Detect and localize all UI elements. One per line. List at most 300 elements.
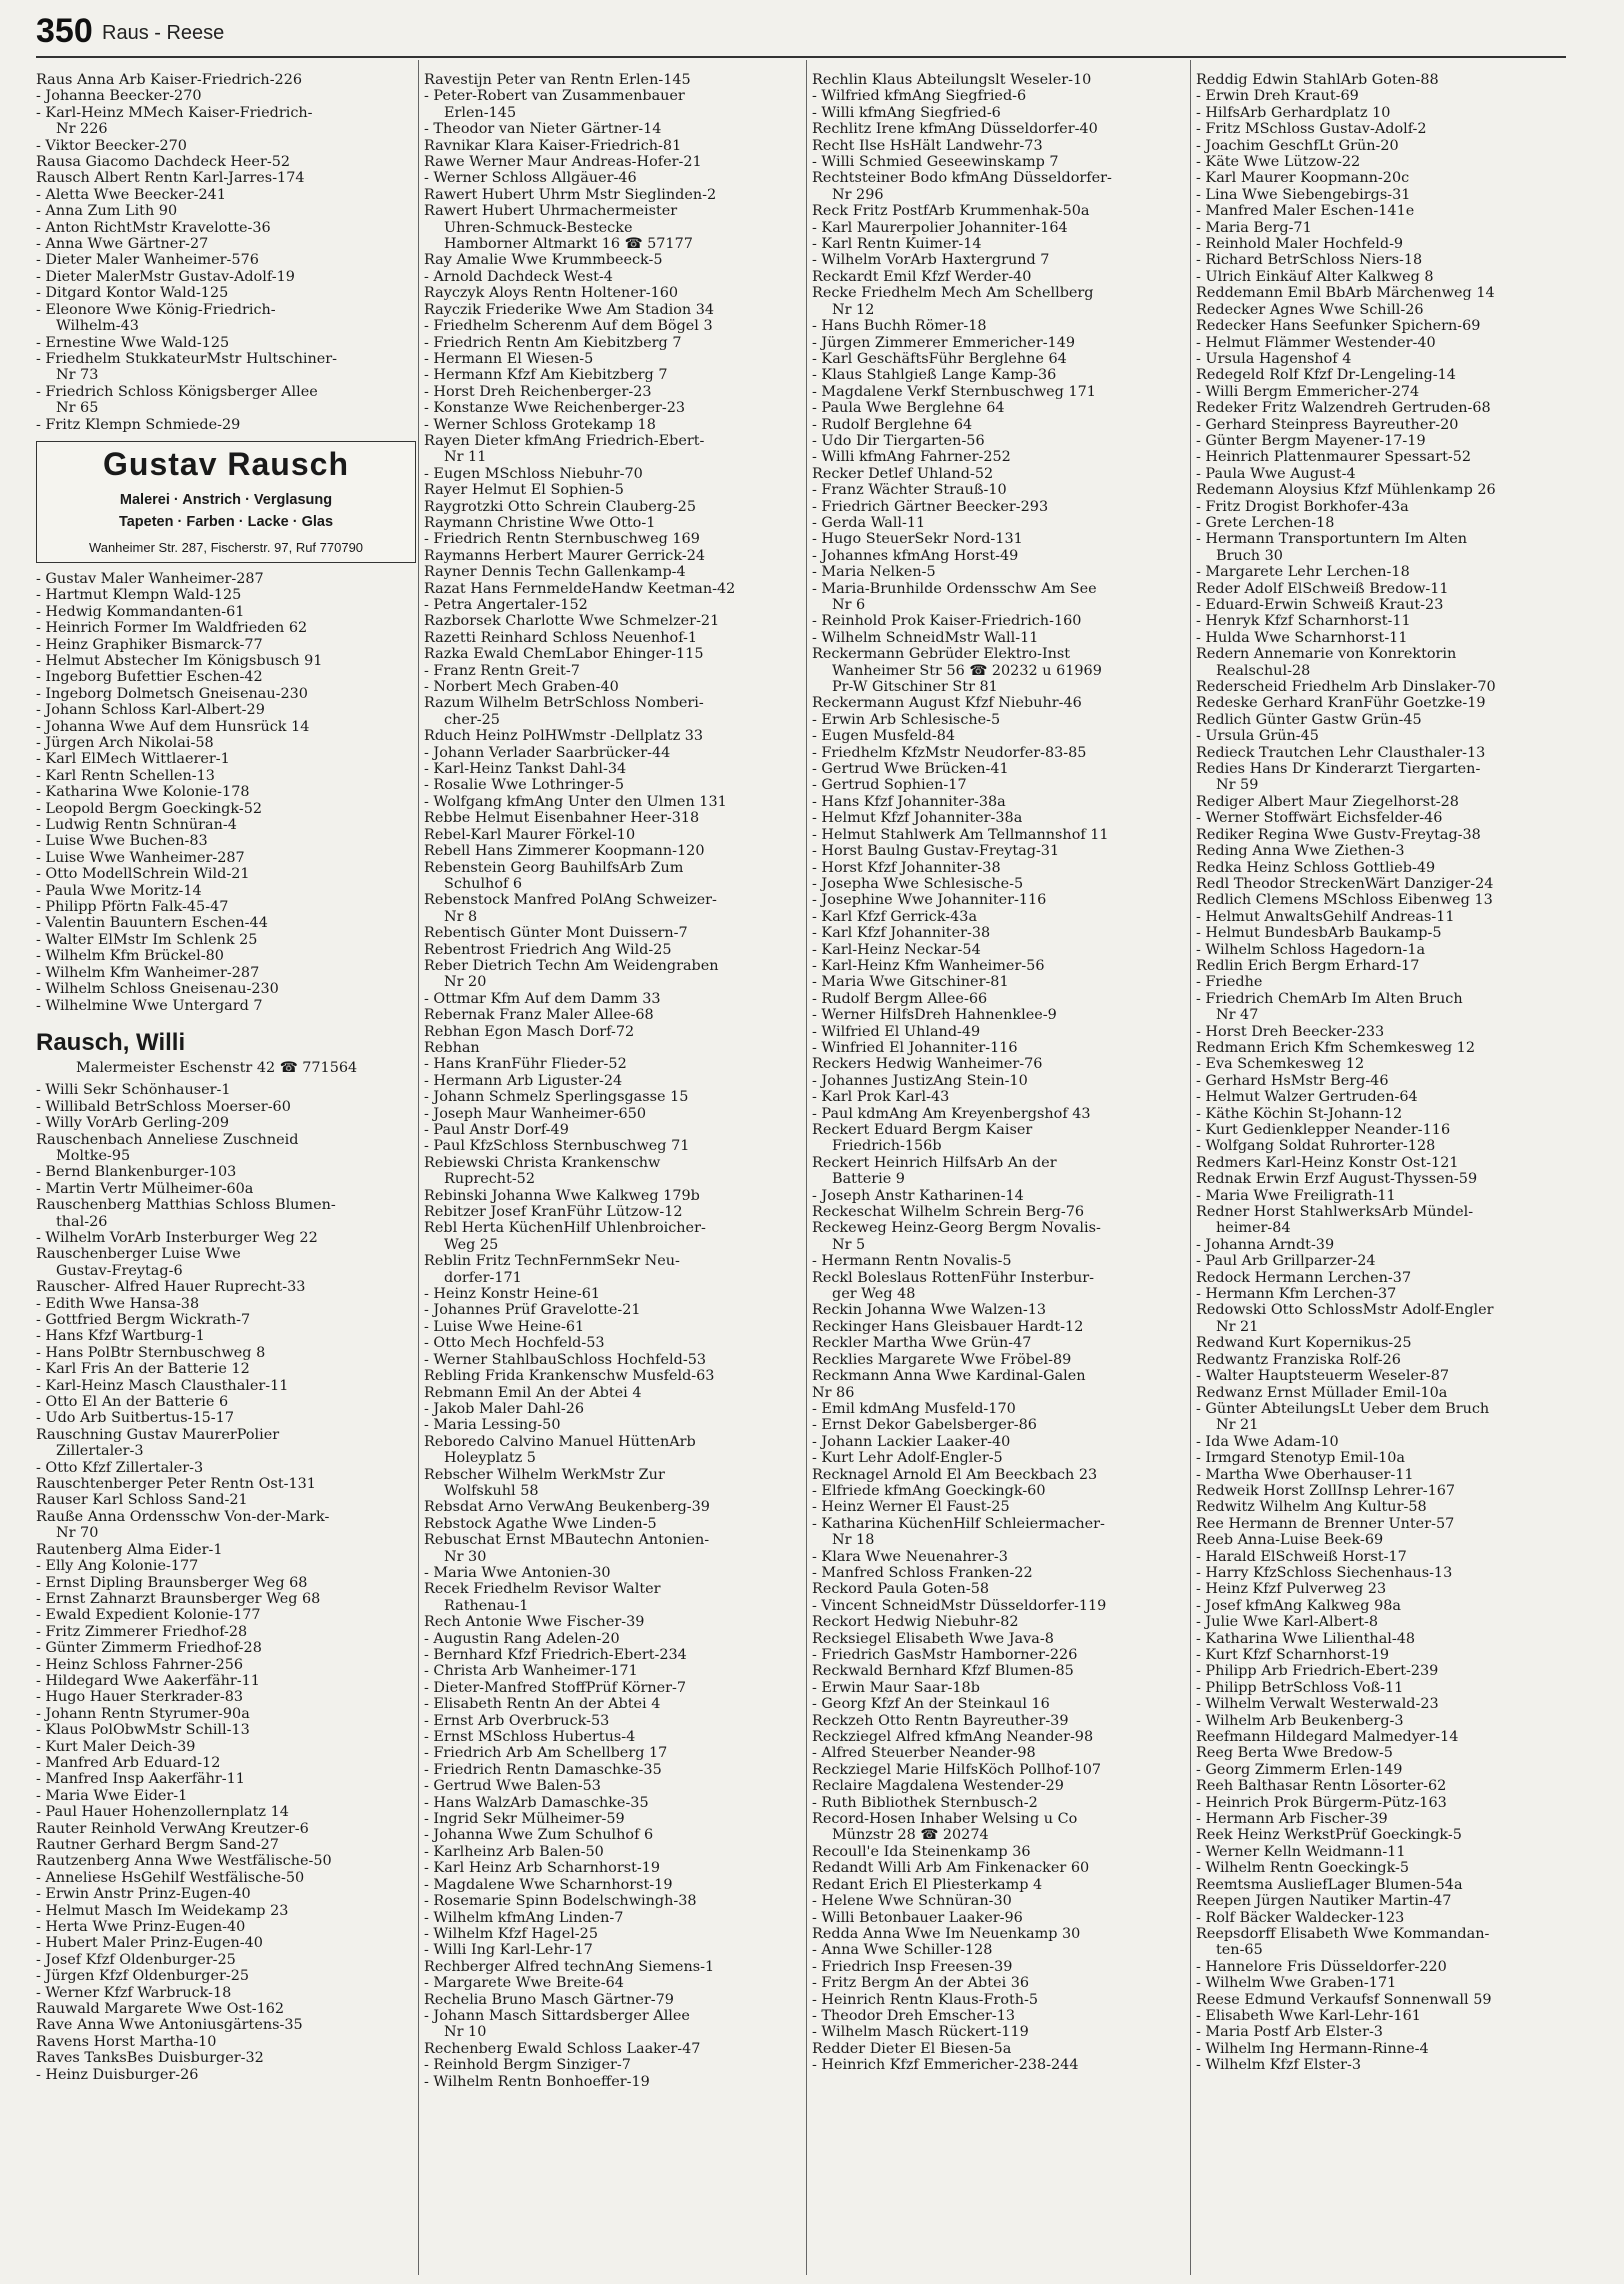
directory-entry: - Karl Kfzf Gerrick-43a <box>812 908 978 925</box>
entry-continuation: Erlen-145 <box>444 104 517 121</box>
directory-entry: - Karl Kfzf Johanniter-38 <box>812 925 991 942</box>
featured-entry-details: Malermeister Eschenstr 42 ☎ 771564 <box>76 1059 358 1076</box>
directory-entry: Ravnikar Klara Kaiser-Friedrich-81 <box>424 137 682 154</box>
directory-entry: Recoull'e Ida Steinenkamp 36 <box>812 1843 1031 1860</box>
directory-entry: - Heinrich Kfzf Emmericher-238-244 <box>812 2057 1079 2074</box>
directory-entry: - Wilhelm Rentn Bonhoeffer-19 <box>424 2073 650 2090</box>
column-3 <box>812 72 1192 2272</box>
directory-entry: - Wilhelm SchneidMstr Wall-11 <box>812 629 1039 646</box>
directory-entry: Ravens Horst Martha-10 <box>36 2033 217 2050</box>
directory-entry: Rawe Werner Maur Andreas-Hofer-21 <box>424 154 702 171</box>
directory-entry: - Anneliese HsGehilf Westfälische-50 <box>36 1869 305 1886</box>
directory-entry: - Heinrich Former Im Waldfrieden 62 <box>36 620 308 637</box>
directory-entry: - Augustin Rang Adelen-20 <box>424 1630 620 1647</box>
column-4 <box>1196 72 1576 2272</box>
directory-entry: - Eleonore Wwe König-Friedrich- <box>36 301 276 318</box>
directory-entry: - Ida Wwe Adam-10 <box>1196 1433 1339 1450</box>
directory-entry: Rediker Regina Wwe Gustv-Freytag-38 <box>1196 826 1481 843</box>
directory-entry: - Rudolf Bergm Allee-66 <box>812 990 988 1007</box>
directory-entry: Rederscheid Friedhelm Arb Dinslaker-70 <box>1196 679 1496 696</box>
directory-entry: Rebbe Helmut Eisenbahner Heer-318 <box>424 810 700 827</box>
directory-entry: - Christa Arb Wanheimer-171 <box>424 1663 638 1680</box>
directory-entry: - Johanna Wwe Auf dem Hunsrück 14 <box>36 718 310 735</box>
ad-address: Wanheimer Str. 287, Fischerstr. 97, Ruf 770790 <box>88 539 364 555</box>
directory-entry: - Karlheinz Arb Balen-50 <box>424 1843 604 1860</box>
directory-entry: Reddig Edwin StahlArb Goten-88 <box>1196 72 1439 88</box>
directory-entry: - Friedrich Gärtner Beecker-293 <box>812 498 1049 515</box>
directory-entry: - Willy VorArb Gerling-209 <box>36 1115 230 1132</box>
directory-entry: Redmann Erich Kfm Schemkesweg 12 <box>1196 1039 1475 1056</box>
directory-entry: - Wilhelm kfmAng Linden-7 <box>424 1909 624 1926</box>
directory-entry: Reddemann Emil BbArb Märchenweg 14 <box>1196 285 1495 302</box>
directory-entry: - Karl-Heinz Kfm Wanheimer-56 <box>812 957 1045 974</box>
directory-entry: Raymann Christine Wwe Otto-1 <box>424 514 656 531</box>
directory-entry: Recksiegel Elisabeth Wwe Java-8 <box>812 1630 1054 1647</box>
directory-entry: - Wilhelm Kfzf Hagel-25 <box>424 1925 598 1942</box>
directory-entry: - Franz Wächter Strauß-10 <box>812 482 1007 499</box>
directory-entry: - Heinz Graphiker Bismarck-77 <box>36 636 263 653</box>
directory-entry: Rausch Albert Rentn Karl-Jarres-174 <box>36 170 305 187</box>
directory-entry: - Karl GeschäftsFühr Berglehne 64 <box>812 350 1067 367</box>
directory-entry: Redern Annemarie von Konrektorin <box>1196 646 1457 663</box>
directory-entry: - Hugo Hauer Sterkrader-83 <box>36 1689 244 1706</box>
directory-entry: Rebentisch Günter Mont Duissern-7 <box>424 925 688 942</box>
directory-entry: - Anna Wwe Schiller-128 <box>812 1942 993 1959</box>
directory-entry: - Ernestine Wwe Wald-125 <box>36 334 230 351</box>
directory-entry: - Ingeborg Bufettier Eschen-42 <box>36 669 263 686</box>
entry-continuation: Nr 296 <box>832 186 884 203</box>
directory-entry: - Hugo SteuerSekr Nord-131 <box>812 531 1023 548</box>
directory-entry: - Katharina KüchenHilf Schleiermacher- <box>812 1515 1105 1532</box>
directory-entry: Reese Edmund Verkaufsf Sonnenwall 59 <box>1196 1991 1492 2008</box>
directory-entry: Reckmann Anna Wwe Kardinal-Galen <box>812 1368 1086 1385</box>
directory-entry: Rawert Hubert Uhrmachermeister <box>424 203 678 220</box>
directory-entry: - Ditgard Kontor Wald-125 <box>36 285 229 302</box>
directory-entry: - Wilhelm Verwalt Westerwald-23 <box>1196 1696 1439 1713</box>
directory-entry: Ray Amalie Wwe Krummbeeck-5 <box>424 252 663 269</box>
directory-entry: Razat Hans FernmeldeHandw Keetman-42 <box>424 580 736 597</box>
directory-entry: Redandt Willi Arb Am Finkenacker 60 <box>812 1860 1090 1877</box>
directory-entry: - Philipp Pförtn Falk-45-47 <box>36 899 229 916</box>
directory-entry: - Helmut AnwaltsGehilf Andreas-11 <box>1196 908 1455 925</box>
directory-entry: - Wilhelm Ing Hermann-Rinne-4 <box>1196 2040 1429 2057</box>
directory-entry: - Karl-Heinz Masch Clausthaler-11 <box>36 1377 289 1394</box>
directory-entry: - Otto El An der Batterie 6 <box>36 1394 229 1411</box>
directory-entry: - Rudolf Berglehne 64 <box>812 416 973 433</box>
directory-entry: Reckardt Emil Kfzf Werder-40 <box>812 268 1032 285</box>
directory-entry: - Reinhold Bergm Sinziger-7 <box>424 2057 631 2074</box>
directory-entry: - Ruth Bibliothek Sternbusch-2 <box>812 1794 1038 1811</box>
directory-entry: Rebenstock Manfred PolAng Schweizer- <box>424 892 717 909</box>
directory-entry: Rebsdat Arno VerwAng Beukenberg-39 <box>424 1499 710 1516</box>
directory-entry: - Helmut Abstecher Im Königsbusch 91 <box>36 652 323 669</box>
directory-entry: Reding Anna Wwe Ziethen-3 <box>1196 843 1405 860</box>
directory-entry: - Käte Wwe Lützow-22 <box>1196 154 1361 171</box>
directory-entry: - Hermann Kfzf Am Kiebitzberg 7 <box>424 367 668 384</box>
directory-entry: Redwanz Ernst Müllader Emil-10a <box>1196 1384 1448 1401</box>
directory-entry: Rauße Anna Ordensschw Von-der-Mark- <box>36 1508 330 1525</box>
directory-entry: - Gerhard HsMstr Berg-46 <box>1196 1072 1389 1089</box>
directory-entry: - Werner Stoffwärt Eichsfelder-46 <box>1196 810 1443 827</box>
directory-entry: - Reinhold Maler Hochfeld-9 <box>1196 236 1404 253</box>
directory-entry: - Paul kdmAng Am Kreyenbergshof 43 <box>812 1105 1091 1122</box>
entry-continuation: Weg 25 <box>444 1236 499 1253</box>
directory-entry: - Winfried El Johanniter-116 <box>812 1039 1018 1056</box>
directory-entry: Rauwald Margarete Wwe Ost-162 <box>36 2001 285 2018</box>
directory-entry: - Rosemarie Spinn Bodelschwingh-38 <box>424 1893 697 1910</box>
directory-entry: - Margarete Lehr Lerchen-18 <box>1196 564 1410 581</box>
entry-continuation: Friedrich-156b <box>832 1138 942 1155</box>
directory-entry: - Udo Dir Tiergarten-56 <box>812 432 985 449</box>
directory-entry: - Wilhelm VorArb Insterburger Weg 22 <box>36 1229 318 1246</box>
directory-entry: - Karl ElMech Wittlaerer-1 <box>36 751 230 768</box>
directory-entry: - Dieter MalerMstr Gustav-Adolf-19 <box>36 268 295 285</box>
directory-entry: - Wilhelm Wwe Graben-171 <box>1196 1975 1397 1992</box>
directory-entry: - Eduard-Erwin Schweiß Kraut-23 <box>1196 597 1444 613</box>
directory-entry: - Hermann Kfm Lerchen-37 <box>1196 1286 1397 1303</box>
directory-entry: - Dieter-Manfred StoffPrüf Körner-7 <box>424 1679 687 1696</box>
directory-entry: - Hermann Arb Liguster-24 <box>424 1072 623 1089</box>
entry-continuation: Nr 47 <box>1216 1007 1259 1024</box>
entry-continuation: Nr 11 <box>444 449 487 466</box>
directory-entry: - Gerda Wall-11 <box>812 514 926 531</box>
directory-entry: - Henryk Kfzf Scharnhorst-11 <box>1196 613 1411 630</box>
directory-entry: Rauser Karl Schloss Sand-21 <box>36 1492 248 1509</box>
directory-entry: Rayer Helmut El Sophien-5 <box>424 482 624 499</box>
directory-entry: Reepsdorff Elisabeth Wwe Kommandan- <box>1196 1925 1490 1942</box>
directory-entry: - Otto Kfzf Zillertaler-3 <box>36 1459 204 1476</box>
directory-entry: - Paul Anstr Dorf-49 <box>424 1122 569 1138</box>
page-number: 350 <box>36 12 93 50</box>
directory-entry: Redner Horst StahlwerksArb Mündel- <box>1196 1204 1474 1221</box>
directory-entry: Redda Anna Wwe Im Neuenkamp 30 <box>812 1925 1081 1942</box>
directory-entry: - Willi Ing Karl-Lehr-17 <box>424 1942 593 1959</box>
directory-entry: - Wilhelm Masch Rückert-119 <box>812 2024 1029 2041</box>
directory-entry: - Gertrud Sophien-17 <box>812 777 967 794</box>
column-2 <box>424 72 804 2272</box>
directory-entry: - Edith Wwe Hansa-38 <box>36 1295 200 1312</box>
directory-entry: - Kurt Maler Deich-39 <box>36 1738 196 1755</box>
directory-entry: - Paul Hauer Hohenzollernplatz 14 <box>36 1804 289 1821</box>
directory-entry: - Elly Ang Kolonie-177 <box>36 1558 199 1575</box>
directory-entry: Redlich Clemens MSchloss Eibenweg 13 <box>1196 892 1493 909</box>
entry-continuation: Nr 18 <box>832 1532 875 1549</box>
directory-entry: - Georg Kfzf An der Steinkaul 16 <box>812 1696 1050 1713</box>
entry-continuation: Holeyplatz 5 <box>444 1450 536 1467</box>
directory-entry: Razum Wilhelm BetrSchloss Nomberi- <box>424 695 704 712</box>
directory-entry: Rausa Giacomo Dachdeck Heer-52 <box>36 154 291 171</box>
directory-entry: Reckzeh Otto Rentn Bayreuther-39 <box>812 1712 1069 1729</box>
directory-entry: Rautzenberg Anna Wwe Westfälische-50 <box>36 1853 332 1870</box>
directory-entry: - Johann Schmelz Sperlingsgasse 15 <box>424 1089 689 1106</box>
directory-entry: - Johann Rentn Styrumer-90a <box>36 1705 250 1722</box>
directory-entry: - Heinz Kfzf Pulverweg 23 <box>1196 1581 1387 1598</box>
directory-entry: - Maria Lessing-50 <box>424 1417 561 1434</box>
entry-continuation: cher-25 <box>444 711 500 728</box>
directory-entry: - Ernst MSchloss Hubertus-4 <box>424 1729 636 1746</box>
directory-entry: - Rolf Bäcker Waldecker-123 <box>1196 1909 1405 1926</box>
directory-entry: - Josepha Wwe Schlesische-5 <box>812 875 1024 892</box>
directory-entry: - Friedhelm Scherenm Auf dem Bögel 3 <box>424 318 713 335</box>
directory-entry: Reckord Paula Goten-58 <box>812 1581 990 1598</box>
directory-entry: - Josef kfmAng Kalkweg 98a <box>1196 1597 1401 1614</box>
directory-entry: - Manfred Insp Aakerfähr-11 <box>36 1771 245 1788</box>
directory-entry: - Luise Wwe Wanheimer-287 <box>36 849 245 866</box>
directory-entry: - Horst Kfzf Johanniter-38 <box>812 859 1001 876</box>
entry-continuation: Nr 30 <box>444 1548 487 1565</box>
directory-entry: Rechtsteiner Bodo kfmAng Düsseldorfer- <box>812 170 1112 187</box>
directory-entry: - Friedrich Schloss Königsberger Allee <box>36 383 318 400</box>
directory-entry: - Herta Wwe Prinz-Eugen-40 <box>36 1919 246 1936</box>
directory-entry: Redmers Karl-Heinz Konstr Ost-121 <box>1196 1154 1459 1171</box>
directory-entry: - Katharina Wwe Lilienthal-48 <box>1196 1630 1416 1647</box>
directory-entry: Reckziegel Marie HilfsKöch Pollhof-107 <box>812 1761 1102 1778</box>
directory-entry: - Maria Berg-71 <box>1196 219 1312 236</box>
directory-entry: - Maria Wwe Eider-1 <box>36 1787 188 1804</box>
directory-entry: - Elisabeth Rentn An der Abtei 4 <box>424 1696 661 1713</box>
entry-continuation: Moltke-95 <box>56 1147 131 1164</box>
directory-entry: - Richard BetrSchloss Niers-18 <box>1196 252 1423 269</box>
directory-entry: Redock Hermann Lerchen-37 <box>1196 1269 1412 1286</box>
entry-continuation: Münzstr 28 ☎ 20274 <box>832 1827 989 1844</box>
directory-entry: - Paul Arb Grillparzer-24 <box>1196 1253 1376 1270</box>
directory-entry: - Ingrid Sekr Mülheimer-59 <box>424 1811 625 1828</box>
directory-entry: - Rosalie Wwe Lothringer-5 <box>424 777 625 794</box>
directory-entry: - Helene Wwe Schnüran-30 <box>812 1893 1012 1910</box>
directory-entry: Rechberger Alfred technAng Siemens-1 <box>424 1958 715 1975</box>
directory-entry: - Eugen MSchloss Niebuhr-70 <box>424 465 643 482</box>
directory-entry: - Karl-Heinz MMech Kaiser-Friedrich- <box>36 104 313 121</box>
directory-entry: - Elfriede kfmAng Goeckingk-60 <box>812 1482 1046 1499</box>
directory-entry: Reckeweg Heinz-Georg Bergm Novalis- <box>812 1220 1101 1237</box>
directory-entry: - Karl Heinz Arb Scharnhorst-19 <box>424 1860 661 1877</box>
directory-entry: - Wolfgang Soldat Ruhrorter-128 <box>1196 1138 1436 1155</box>
directory-entry: - Wilfried El Uhland-49 <box>812 1023 981 1040</box>
directory-entry: - Werner Kelln Weidmann-11 <box>1196 1843 1406 1860</box>
directory-entry: - Heinz Schloss Fahrner-256 <box>36 1656 244 1673</box>
directory-entry: Reboredo Calvino Manuel HüttenArb <box>424 1433 696 1450</box>
directory-entry: Reckeschat Wilhelm Schrein Berg-76 <box>812 1204 1085 1221</box>
directory-entry: - Wilhelm Schloss Gneisenau-230 <box>36 981 279 998</box>
directory-entry: Redweik Horst ZollInsp Lehrer-167 <box>1196 1482 1456 1499</box>
directory-entry: Rayner Dennis Techn Gallenkamp-4 <box>424 564 686 581</box>
directory-entry: Reck Fritz PostfArb Krummenhak-50a <box>812 203 1090 220</box>
directory-entry: - Irmgard Stenotyp Emil-10a <box>1196 1450 1406 1467</box>
directory-entry: Redlich Günter Gastw Grün-45 <box>1196 711 1422 728</box>
directory-entry: - Harry KfzSchloss Siechenhaus-13 <box>1196 1564 1453 1581</box>
directory-entry: Redegeld Rolf Kfzf Dr-Lengeling-14 <box>1196 367 1456 384</box>
entry-continuation: Pr-W Gitschiner Str 81 <box>832 679 998 696</box>
directory-entry: - Hermann Rentn Novalis-5 <box>812 1253 1012 1270</box>
directory-entry: - Hannelore Fris Düsseldorfer-220 <box>1196 1958 1447 1975</box>
directory-entry: Ree Hermann de Brenner Unter-57 <box>1196 1515 1455 1532</box>
directory-entry: - Helmut Kfzf Johanniter-38a <box>812 810 1023 827</box>
directory-entry: - Katharina Wwe Kolonie-178 <box>36 784 250 801</box>
directory-entry: - Friedhelm StukkateurMstr Hultschiner- <box>36 350 338 367</box>
directory-entry: Rebenstein Georg BauhilfsArb Zum <box>424 859 684 876</box>
directory-entry: - Kurt Gedienklepper Neander-116 <box>1196 1122 1451 1138</box>
directory-entry: - Ulrich Einkäuf Alter Kalkweg 8 <box>1196 268 1434 285</box>
directory-entry: Recht Ilse HsHält Landwehr-73 <box>812 137 1043 154</box>
directory-entry: - Helmut Masch Im Weidekamp 23 <box>36 1902 289 1919</box>
directory-entry: - Margarete Wwe Breite-64 <box>424 1975 624 1992</box>
directory-entry: Reckler Martha Wwe Grün-47 <box>812 1335 1032 1352</box>
directory-entry: - Friedrich GasMstr Hamborner-226 <box>812 1647 1078 1663</box>
directory-entry: - Ursula Grün-45 <box>1196 728 1319 745</box>
directory-entry: - Maria Wwe Gitschiner-81 <box>812 974 1009 991</box>
directory-entry: - Hans Buchh Römer-18 <box>812 318 987 335</box>
directory-entry: Reek Heinz WerkstPrüf Goeckingk-5 <box>1196 1827 1462 1844</box>
directory-entry: - Jürgen Arch Nikolai-58 <box>36 735 214 751</box>
directory-entry: - Konstanze Wwe Reichenberger-23 <box>424 400 686 417</box>
directory-entry: - Dieter Maler Wanheimer-576 <box>36 252 259 269</box>
directory-entry: - Grete Lerchen-18 <box>1196 514 1335 531</box>
directory-entry: Rautner Gerhard Bergm Sand-27 <box>36 1837 279 1853</box>
directory-entry: - Friedrich ChemArb Im Alten Bruch <box>1196 990 1463 1007</box>
directory-entry: - Eugen Musfeld-84 <box>812 728 955 745</box>
ad-products-line: Tapeten · Farben · Lacke · Glas <box>118 513 334 530</box>
directory-entry: - Werner HilfsDreh Hahnenklee-9 <box>812 1007 1057 1024</box>
directory-entry: - Ernst Dipling Braunsberger Weg 68 <box>36 1574 308 1591</box>
directory-entry: Reepen Jürgen Nautiker Martin-47 <box>1196 1893 1452 1910</box>
directory-entry: Raygrotzki Otto Schrein Clauberg-25 <box>424 498 696 515</box>
directory-entry: - Hans Kfzf Johanniter-38a <box>812 793 1006 810</box>
directory-entry: Rebscher Wilhelm WerkMstr Zur <box>424 1466 665 1483</box>
directory-entry: Rechlin Klaus Abteilungslt Weseler-10 <box>812 72 1092 88</box>
directory-entry: - Joseph Anstr Katharinen-14 <box>812 1187 1024 1204</box>
directory-entry: - Hermann El Wiesen-5 <box>424 350 594 367</box>
directory-entry: Rayczyk Aloys Rentn Holtener-160 <box>424 285 679 302</box>
directory-entry: - Wilhelm Schloss Hagedorn-1a <box>1196 941 1426 958</box>
directory-entry: - Hans PolBtr Sternbuschweg 8 <box>36 1344 266 1361</box>
directory-entry: - Friedrich Rentn Am Kiebitzberg 7 <box>424 334 682 351</box>
directory-entry: - Valentin Bauuntern Eschen-44 <box>36 915 268 932</box>
directory-entry: - Klara Wwe Neuenahrer-3 <box>812 1548 1008 1565</box>
directory-entry: Rebel-Karl Maurer Förkel-10 <box>424 826 636 843</box>
directory-entry: - Anton RichtMstr Kravelotte-36 <box>36 219 271 236</box>
directory-entry: Reeg Berta Wwe Bredow-5 <box>1196 1745 1393 1762</box>
directory-entry: - Wilhelm Rentn Goeckingk-5 <box>1196 1860 1410 1877</box>
directory-entry: - Anna Zum Lith 90 <box>36 203 178 220</box>
directory-entry: Rebmann Emil An der Abtei 4 <box>424 1384 642 1401</box>
directory-entry: - Karl Prok Karl-43 <box>812 1089 950 1106</box>
directory-entry: - Wilfried kfmAng Siegfried-6 <box>812 88 1027 105</box>
directory-entry: Redant Erich El Pliesterkamp 4 <box>812 1876 1043 1893</box>
directory-entry: Reckwald Bernhard Kfzf Blumen-85 <box>812 1663 1074 1680</box>
directory-entry: - Arnold Dachdeck West-4 <box>424 268 613 285</box>
directory-entry: Reckert Heinrich HilfsArb An der <box>812 1154 1057 1171</box>
directory-entry: Redl Theodor StreckenWärt Danziger-24 <box>1196 875 1494 892</box>
directory-entry: Rautenberg Alma Eider-1 <box>36 1541 223 1558</box>
entry-continuation: Wanheimer Str 56 ☎ 20232 u 61969 <box>832 662 1102 679</box>
directory-entry: - Julie Wwe Karl-Albert-8 <box>1196 1614 1379 1631</box>
directory-entry: Raus Anna Arb Kaiser-Friedrich-226 <box>36 72 303 88</box>
entry-continuation: Batterie 9 <box>832 1171 905 1188</box>
entry-continuation: ten-65 <box>1216 1942 1263 1959</box>
directory-entry: Rebitzer Josef KranFühr Lützow-12 <box>424 1204 683 1221</box>
entry-continuation: Nr 5 <box>832 1236 866 1253</box>
entry-continuation: Nr 10 <box>444 2024 487 2041</box>
directory-entry: Rebhan Egon Masch Dorf-72 <box>424 1023 635 1040</box>
directory-entry: - Bernd Blankenburger-103 <box>36 1164 237 1181</box>
entry-continuation: Nr 12 <box>832 301 875 318</box>
entry-continuation: thal-26 <box>56 1213 108 1230</box>
directory-entry: Rebiewski Christa Krankenschw <box>424 1154 661 1171</box>
directory-entry: - Helmut Walzer Gertruden-64 <box>1196 1089 1418 1106</box>
directory-entry: - Emil kdmAng Musfeld-170 <box>812 1400 1016 1417</box>
entry-continuation: Hamborner Altmarkt 16 ☎ 57177 <box>444 236 693 253</box>
directory-entry: - Gerhard Steinpress Bayreuther-20 <box>1196 416 1459 433</box>
directory-entry: - Luise Wwe Heine-61 <box>424 1318 585 1335</box>
directory-entry: - Willi kfmAng Siegfried-6 <box>812 104 1001 121</box>
directory-entry: - Maria Postf Arb Elster-3 <box>1196 2024 1383 2041</box>
directory-entry: - Alfred Steuerber Neander-98 <box>812 1745 1036 1762</box>
directory-entry: - Hubert Maler Prinz-Eugen-40 <box>36 1935 263 1952</box>
directory-entry: - Harald ElSchweiß Horst-17 <box>1196 1548 1407 1565</box>
entry-continuation: Rathenau-1 <box>444 1597 529 1614</box>
directory-entry: - Karl Maurer Koopmann-20c <box>1196 170 1410 187</box>
directory-entry: - Magdalene Wwe Scharnhorst-19 <box>424 1876 673 1893</box>
directory-entry: - Fritz Klempn Schmiede-29 <box>36 416 241 433</box>
directory-entry: - Theodor Dreh Emscher-13 <box>812 2007 1016 2024</box>
directory-entry: Rebentrost Friedrich Ang Wild-25 <box>424 941 672 958</box>
directory-entry: - Willi Schmied Geseewinskamp 7 <box>812 154 1059 171</box>
directory-entry: Rednak Erwin Erzf August-Thyssen-59 <box>1196 1171 1478 1188</box>
directory-entry: - Maria-Brunhilde Ordensschw Am See <box>812 580 1097 597</box>
entry-continuation: Bruch 30 <box>1216 547 1283 564</box>
directory-entry: Rauschenbach Anneliese Zuschneid <box>36 1131 299 1148</box>
directory-entry: Rawert Hubert Uhrm Mstr Sieglinden-2 <box>424 186 717 203</box>
directory-entry: - Walter Hauptsteuerm Weseler-87 <box>1196 1368 1450 1385</box>
directory-entry: Rauschtenberger Peter Rentn Ost-131 <box>36 1476 316 1493</box>
directory-entry: Reckin Johanna Wwe Walzen-13 <box>812 1302 1047 1319</box>
directory-entry: Reckort Hedwig Niebuhr-82 <box>812 1614 1019 1631</box>
directory-entry: Rebling Frida Krankenschw Musfeld-63 <box>424 1368 715 1385</box>
directory-entry: Rauter Reinhold VerwAng Kreutzer-6 <box>36 1820 309 1837</box>
directory-entry: - Heinrich Plattenmaurer Spessart-52 <box>1196 449 1472 466</box>
directory-entry: - Elisabeth Wwe Karl-Lehr-161 <box>1196 2007 1421 2024</box>
directory-entry: - Martha Wwe Oberhauser-11 <box>1196 1466 1414 1483</box>
directory-entry: - Wolfgang kfmAng Unter den Ulmen 131 <box>424 793 727 810</box>
directory-entry: - Heinrich Rentn Klaus-Froth-5 <box>812 1991 1039 2008</box>
directory-entry: Redowski Otto SchlossMstr Adolf-Engler <box>1196 1302 1494 1319</box>
directory-entry: - Helmut Stahlwerk Am Tellmannshof 11 <box>812 826 1109 843</box>
directory-entry: Redeker Fritz Walzendreh Gertruden-68 <box>1196 400 1491 417</box>
directory-entry: - Ewald Expedient Kolonie-177 <box>36 1607 261 1624</box>
directory-entry: - Paula Wwe Moritz-14 <box>36 882 202 899</box>
directory-entry: - Philipp BetrSchloss Voß-11 <box>1196 1679 1404 1696</box>
directory-entry: - Fritz Zimmerer Friedhof-28 <box>36 1623 248 1640</box>
directory-entry: - Günter Bergm Mayener-17-19 <box>1196 432 1426 449</box>
directory-entry: - Otto ModellSchrein Wild-21 <box>36 866 250 883</box>
directory-entry: - Hulda Wwe Scharnhorst-11 <box>1196 629 1408 646</box>
directory-entry: - Maria Nelken-5 <box>812 564 936 581</box>
directory-entry: - Heinz Werner El Faust-25 <box>812 1499 1010 1516</box>
directory-entry: - Walter ElMstr Im Schlenk 25 <box>36 931 258 948</box>
directory-entry: - Johann Schloss Karl-Albert-29 <box>36 702 265 719</box>
directory-entry: Raymanns Herbert Maurer Gerrick-24 <box>424 547 706 564</box>
directory-entry: - Willi Betonbauer Laaker-96 <box>812 1909 1023 1926</box>
directory-entry: Rech Antonie Wwe Fischer-39 <box>424 1614 645 1631</box>
directory-entry: - Willi kfmAng Fahrner-252 <box>812 449 1011 466</box>
directory-entry: - Joseph Maur Wanheimer-650 <box>424 1105 647 1122</box>
column-1 <box>36 72 416 2272</box>
directory-entry: - Kurt Kfzf Scharnhorst-19 <box>1196 1647 1390 1663</box>
directory-entry: - Aletta Wwe Beecker-241 <box>36 186 226 203</box>
entry-continuation: Wolfskuhl 58 <box>444 1482 539 1499</box>
entry-continuation: Uhren-Schmuck-Bestecke <box>444 219 633 236</box>
directory-entry: - Gustav Maler Wanheimer-287 <box>36 570 264 587</box>
